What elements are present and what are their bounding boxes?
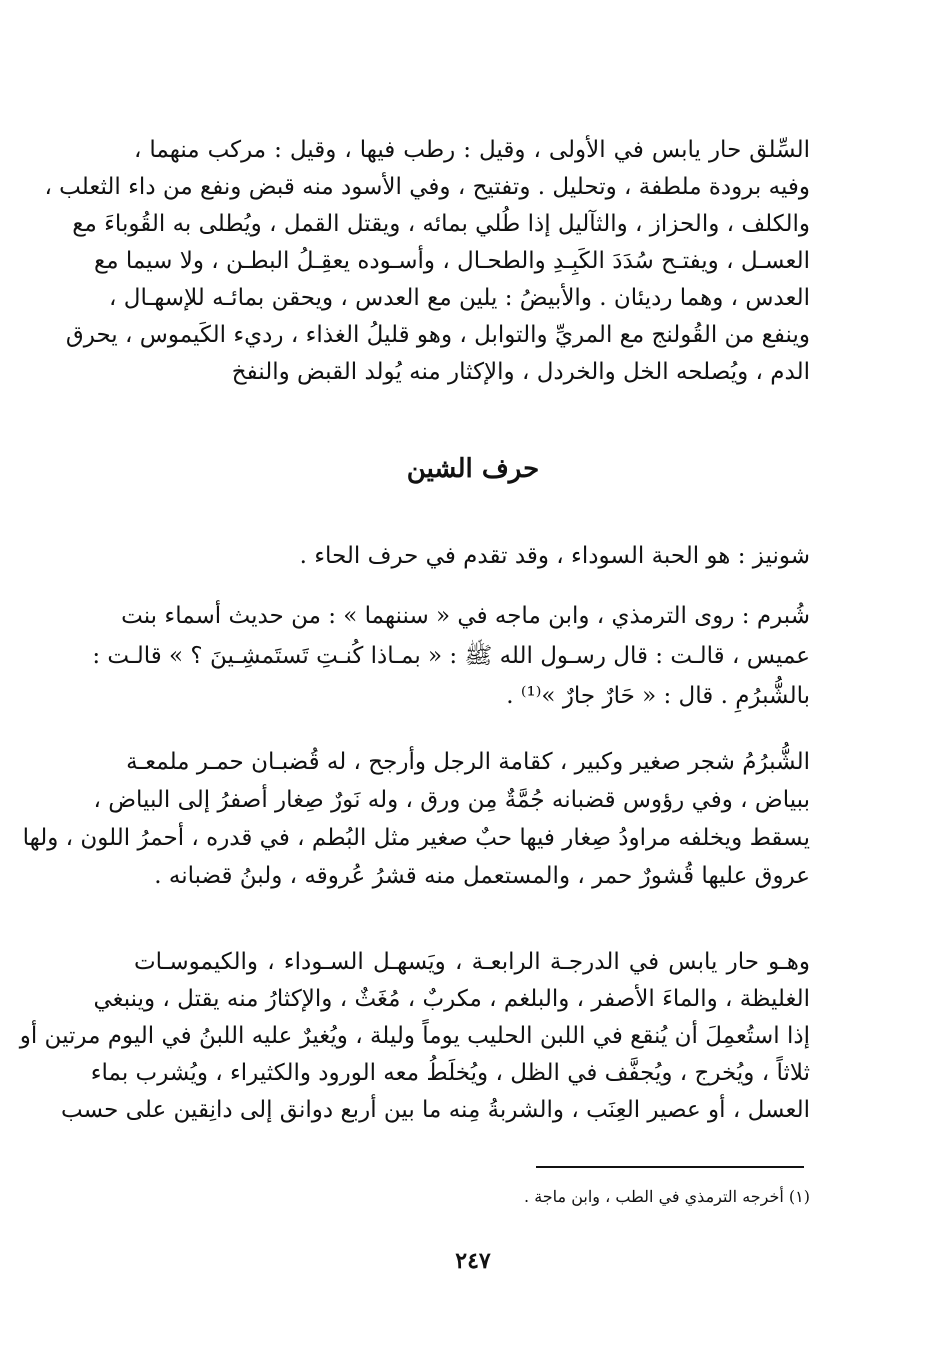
text-line: العسـل ، ويفتـح سُدَدَ الكَبِـدِ والطحـال ، وأسـوده يعقِـلُ البطـن ، ولا سيما مع: [94, 248, 810, 274]
text-line: العدس ، وهما رديئان . والأبيضُ : يلين مع العدس ، ويحقن بمائـه للإسهـال ،: [109, 285, 810, 311]
footnote-divider: [536, 1166, 804, 1168]
text-line: الغليظة ، والماءَ الأصفر ، والبلغم ، مكربٌ ، مُغَثٌ ، والإكثارُ منه يقتل ، وينبغي: [93, 986, 810, 1012]
text-line: وينفع من القُولنج مع المريِّ والتوابل ، وهو قليلُ الغذاء ، رديء الكَيموس ، يحرق: [65, 322, 810, 348]
section-heading: حرف الشين: [406, 454, 540, 484]
text-line: إذا استُعمِلَ أن يُنقع في اللبن الحليب يوماً وليلة ، ويُغيرٌ عليه اللبنُ في اليوم مرتين أو: [19, 1023, 810, 1049]
text-line: وفيه برودة ملطفة ، وتحليل . وتفتيح ، وفي الأسود منه قبض ونفع من داء الثعلب ،: [44, 174, 810, 200]
text-line: العسل ، أو عصير العِنَب ، والشربةُ مِنه ما بين أربع دوانق إلى دانِقين على حسب: [61, 1097, 810, 1123]
text-line: ثلاثاً ، ويُخرج ، ويُجفَّف في الظل ، ويُخلَطُ معه الورود والكثيراء ، ويُشرب بماء: [90, 1060, 810, 1086]
page-number: ٢٤٧: [455, 1248, 491, 1274]
text-line: عميس ، قالـت : قال رسـول الله ﷺ : « بمـاذا كُنـتِ تَستَمشِـينَ ؟ » قالـت :: [92, 643, 810, 669]
text-line: الشُّبرُمُ شجر صغير وكبير ، كقامة الرجل وأرجح ، له قُضبـان حمـر ملمعـة: [126, 749, 810, 775]
text-line: بالشُّبرُمِ . قال : « حَارٌ جارٌ »⁽¹⁾ .: [506, 683, 810, 709]
text-line: عروق عليها قُشورٌ حمر ، والمستعمل منه قشرُ عُروقه ، ولبنُ قضبانه .: [154, 863, 810, 889]
text-line: السِّلق حار يابس في الأولى ، وقيل : رطب فيها ، وقيل : مركب منهما ،: [134, 137, 810, 163]
text-line: الدم ، ويُصلحه الخل والخردل ، والإكثار منه يُولد القبض والنفخ: [231, 359, 810, 385]
footnote: (١) أخرجه الترمذي في الطب ، وابن ماجة .: [524, 1187, 810, 1206]
text-line: ببياض ، وفي رؤوس قضبانه جُمَّةٌ مِن ورق ، وله نَورٌ صِغار أصفرُ إلى البياض ،: [93, 787, 810, 813]
text-line: شُبرم : روى الترمذي ، وابن ماجه في « سننهما » : من حديث أسماء بنت: [121, 603, 810, 629]
text-line: وهـو حار يابس في الدرجـة الرابعـة ، ويَسهـل السـوداء ، والكيموسـات: [134, 949, 810, 975]
text-line: شونيز : هو الحبة السوداء ، وقد تقدم في حرف الحاء .: [299, 543, 810, 569]
text-line: والكلف ، والحزاز ، والثآليل إذا طُلي بمائه ، ويقتل القمل ، ويُطلى به القُوباءَ مع: [72, 211, 810, 237]
text-line: يسقط ويخلفه مراودُ صِغار فيها حبٌ صغير مثل البُطم ، في قدره ، أحمرُ اللون ، ولها: [22, 825, 810, 851]
